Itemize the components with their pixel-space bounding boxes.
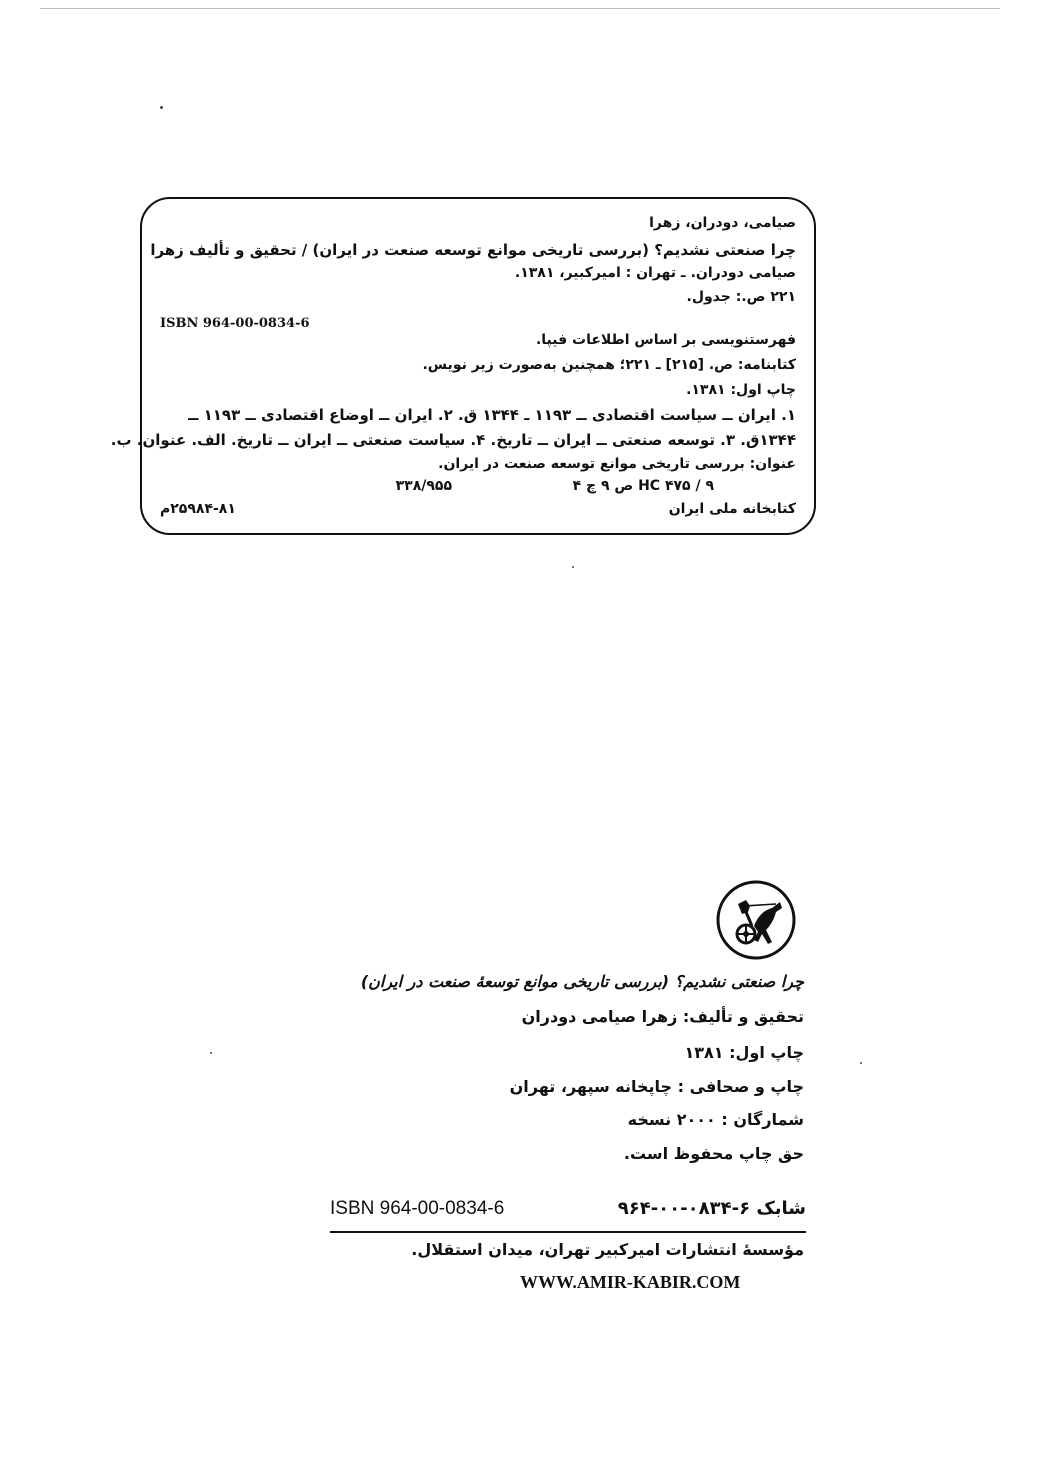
publisher-website: WWW.AMIR-KABIR.COM — [520, 1272, 741, 1292]
cip-author-heading: صیامی، دودران، زهرا — [649, 215, 796, 231]
cataloging-in-publication-box — [110, 197, 816, 535]
cip-edition-note: چاپ اول: ۱۳۸۱. — [686, 382, 796, 398]
cip-record-number: ۲۵۹۸۴-۸۱م — [160, 501, 236, 517]
copyright-notice: حق چاپ محفوظ است. — [623, 1144, 804, 1163]
chariot-logo-icon — [716, 880, 796, 960]
cip-fipa-note: فهرستنویسی بر اساس اطلاعات فیپا. — [535, 332, 796, 348]
edition-info: چاپ اول: ۱۳۸۱ — [684, 1043, 804, 1062]
author-credit: تحقیق و تألیف: زهرا صیامی دودران — [521, 1007, 804, 1026]
circulation-info: شمارگان : ۲۰۰۰ نسخه — [627, 1110, 804, 1129]
scan-speck — [210, 1052, 212, 1054]
isbn-persian: شابک ۶-۰۸۳۴-۰۰-۹۶۴ — [617, 1198, 806, 1219]
cip-dewey-number: ۳۳۸/۹۵۵ — [395, 478, 452, 494]
isbn-latin: ISBN 964-00-0834-6 — [330, 1198, 505, 1219]
scan-speck — [160, 106, 163, 109]
isbn-row — [330, 1198, 806, 1224]
page-edge-line — [40, 8, 1000, 9]
printing-info: چاپ و صحافی : چاپخانه سپهر، تهران — [509, 1077, 804, 1096]
scan-speck — [860, 1062, 862, 1064]
cip-library: کتابخانه ملی ایران — [668, 501, 796, 517]
cip-physical-description: ۲۲۱ ص.: جدول. — [686, 289, 796, 305]
cip-bibliography-note: کتابنامه: ص. [۲۱۵] ـ ۲۲۱؛ همچنین به‌صورت زیر نویس. — [422, 357, 796, 373]
cip-title-line: چرا صنعتی نشدیم؟ (بررسی تاریخی موانع توسعه صنعت در ایران) / تحقیق و تألیف زهرا — [150, 241, 796, 259]
cip-subjects-line: ۱۳۴۴ق. ۳. توسعه صنعتی ــ ایران ــ تاریخ. ۴. سیاست صنعتی ــ ایران ــ تاریخ. الف. عنوان. ب. — [110, 431, 796, 449]
cip-title-line: صیامی دودران. ـ تهران : امیرکبیر، ۱۳۸۱. — [514, 265, 796, 281]
publisher-address: مؤسسهٔ انتشارات امیرکبیر تهران، میدان استقلال. — [411, 1240, 804, 1259]
cip-subjects-line: عنوان: بررسی تاریخی موانع توسعه صنعت در ایران. — [438, 456, 796, 472]
footer-divider — [330, 1231, 806, 1233]
cip-lc-classification: HC ۴۷۵ / ۹ ص ۹ چ ۴ — [572, 478, 714, 494]
cip-subjects-line: ۱. ایران ــ سیاست اقتصادی ــ ۱۱۹۳ ـ ۱۳۴۴ ق. ۲. ایران ــ اوضاع اقتصادی ــ ۱۱۹۳ ــ — [188, 406, 796, 424]
cip-isbn: ISBN 964-00-0834-6 — [160, 316, 310, 331]
scan-speck — [572, 566, 574, 568]
book-title: چرا صنعتی نشدیم؟ (بررسی تاریخی موانع توسعهٔ صنعت در ایران) — [360, 972, 804, 991]
